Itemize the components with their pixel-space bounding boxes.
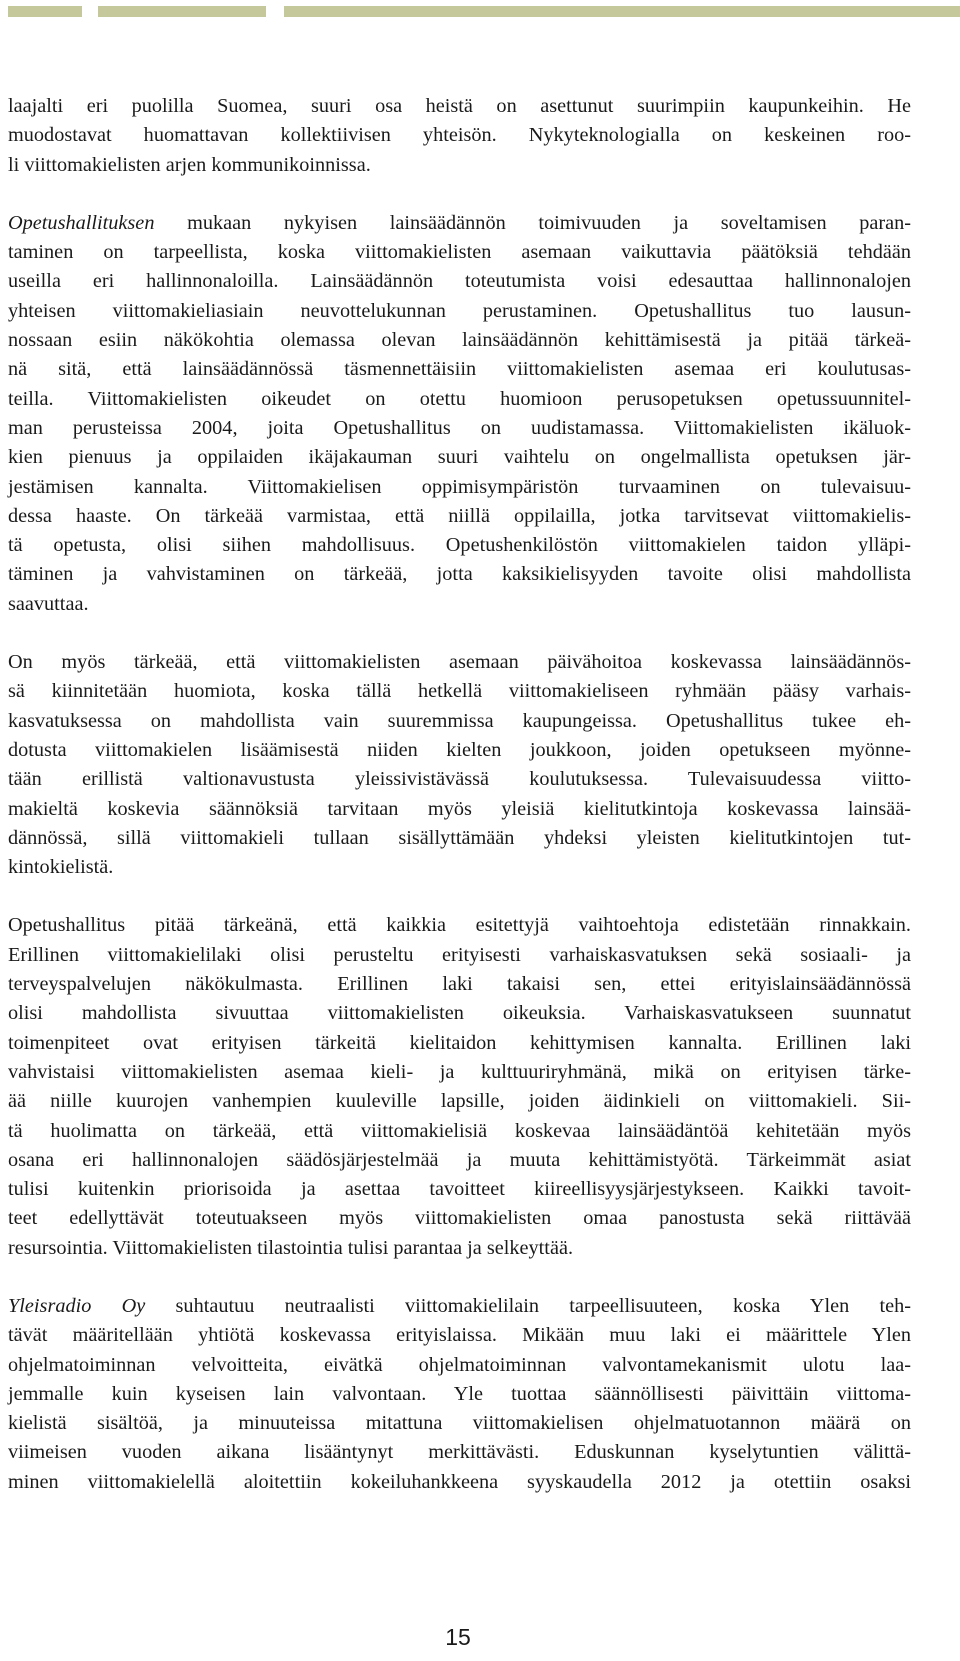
line-text: Erillinen viittomakielilaki olisi perusteltu erityisesti varhaiskasvatuksen sekä sosiaali- ja [8, 943, 911, 966]
text-line [8, 267, 911, 296]
text-line [8, 707, 911, 736]
text-line [8, 355, 911, 384]
text-line [8, 736, 911, 765]
line-text: teilla. Viittomakielisten oikeudet on otettu huomioon perusopetuksen opetussuunnitel- [8, 387, 911, 410]
line-text: mukaan nykyisen lainsäädännön toimivuuden ja soveltamisen paran- [154, 211, 911, 234]
line-text: minen viittomakielellä aloitettiin kokeiluhankkeena syyskaudella 2012 ja otettiin osaksi [8, 1470, 911, 1493]
text-line [8, 209, 911, 238]
line-text: tävät määritellään yhtiötä koskevassa erityislaissa. Mikään muu laki ei määrittele Ylen [8, 1324, 911, 1347]
paragraph [8, 1292, 911, 1497]
text-line [8, 911, 911, 940]
document-body [8, 92, 911, 1497]
line-text: osana eri hallinnonalojen säädösjärjestelmää ja muuta kehittämistyötä. Tärkeimmät asiat [8, 1148, 911, 1171]
line-text: kintokielistä. [8, 856, 114, 879]
text-line [8, 1029, 911, 1058]
text-line [8, 1380, 911, 1409]
line-text: viimeisen vuoden aikana lisääntynyt merkittävästi. Eduskunnan kyselytuntien välittä- [8, 1441, 911, 1464]
text-line [8, 1409, 911, 1438]
paragraph [8, 92, 911, 180]
line-text: nä sitä, että lainsäädännössä täsmennettäisiin viittomakielisten asemaa eri koulutusas- [8, 358, 911, 381]
text-line [8, 531, 911, 560]
text-line [8, 1468, 911, 1497]
line-text: ää niille kuurojen vanhempien kuuleville lapsille, joiden äidinkieli on viittomakieli. Sii- [8, 1090, 911, 1113]
text-line [8, 1058, 911, 1087]
line-text: kien pienuus ja oppilaiden ikäjakauman suuri vaihtelu on ongelmallista opetuksen jär- [8, 446, 911, 469]
text-line [8, 443, 911, 472]
header-decoration [0, 6, 960, 17]
line-text: täminen ja vahvistaminen on tärkeää, jotta kaksikielisyyden tavoite olisi mahdollista [8, 563, 911, 586]
line-text: yhteisen viittomakieliasiain neuvottelukunnan perustaminen. Opetushallitus tuo lausun- [8, 299, 911, 322]
line-text: terveyspalvelujen näkökulmasta. Erillinen laki takaisi sen, ettei erityislainsäädännössä [8, 973, 911, 996]
line-text: makieltä koskevia säännöksiä tarvitaan myös yleisiä kielitutkintoja koskevassa lainsää- [8, 797, 911, 820]
text-line [8, 1234, 911, 1263]
text-line [8, 941, 911, 970]
text-line [8, 385, 911, 414]
line-text: man perusteissa 2004, joita Opetushallitus on uudistamassa. Viittomakielisten ikäluok- [8, 416, 911, 439]
page-number: 15 [445, 1624, 471, 1650]
text-line [8, 1204, 911, 1233]
line-text: kielistä sisältöä, ja minuuteissa mitattuna viittomakielisen ohjelmatuotannon määrä on [8, 1412, 911, 1435]
text-line [8, 297, 911, 326]
line-text: muodostavat huomattavan kollektiivisen yhteisön. Nykyteknologialla on keskeinen roo- [8, 124, 911, 147]
text-line [8, 1146, 911, 1175]
text-line [8, 999, 911, 1028]
line-text: saavuttaa. [8, 592, 89, 615]
text-line [8, 824, 911, 853]
paragraph-gap [8, 882, 911, 911]
line-text: dessa haaste. On tärkeää varmistaa, että niillä oppilailla, jotka tarvitsevat viittomakielis- [8, 504, 911, 527]
line-text: jestämisen kannalta. Viittomakielisen oppimisympäristön turvaaminen on tulevaisuu- [8, 475, 911, 498]
text-line [8, 1175, 911, 1204]
line-text: vahvistaisi viittomakielisten asemaa kieli- ja kulttuuriryhmänä, mikä on erityisen tärke- [8, 1060, 911, 1083]
text-line [8, 121, 911, 150]
line-text: tulisi kuitenkin priorisoida ja asettaa tavoitteet kiireellisyysjärjestykseen. Kaikki tavoit- [8, 1178, 911, 1201]
line-text: Opetushallitus pitää tärkeänä, että kaikkia esitettyjä vaihtoehtoja edistetään rinnakkain. [8, 914, 911, 937]
line-text: ohjelmatoiminnan velvoitteita, eivätkä ohjelmatoiminnan valvontamekanismit ulotu laa- [8, 1353, 911, 1376]
line-text: toimenpiteet ovat erityisen tärkeitä kielitaidon kehittymisen kannalta. Erillinen laki [8, 1031, 911, 1054]
text-line [8, 151, 911, 180]
text-line [8, 1351, 911, 1380]
text-line [8, 1087, 911, 1116]
organization-name: Opetushallituksen [8, 211, 155, 234]
line-text: resursointia. Viittomakielisten tilastointia tulisi parantaa ja selkeyttää. [8, 1236, 574, 1259]
line-text: tä huolimatta on tärkeää, että viittomakielisiä koskevaa lainsäädäntöä kehitetään myös [8, 1119, 911, 1142]
paragraph-gap [8, 180, 911, 209]
line-text: jemmalle kuin kyseisen lain valvontaan. Yle tuottaa säännöllisesti päivittäin viittoma- [8, 1382, 911, 1405]
text-line [8, 326, 911, 355]
text-line [8, 473, 911, 502]
paragraph [8, 648, 911, 882]
line-text: sä kiinnitetään huomiota, koska tällä hetkellä viittomakieliseen ryhmään pääsy varhais- [8, 680, 911, 703]
text-line [8, 1321, 911, 1350]
paragraph-gap [8, 1263, 911, 1292]
text-line [8, 853, 911, 882]
text-line [8, 765, 911, 794]
text-line [8, 677, 911, 706]
line-text: tä opetusta, olisi siihen mahdollisuus. Opetushenkilöstön viittomakielen taidon ylläpi- [8, 534, 911, 557]
line-text: teet edellyttävät toteutuakseen myös viittomakielisten omaa panostusta sekä riittävää [8, 1207, 911, 1230]
text-line [8, 590, 911, 619]
line-text: nossaan esiin näkökohtia olemassa olevan lainsäädännön kehittämisestä ja pitää tärkeä- [8, 329, 911, 352]
line-text: dännössä, sillä viittomakieli tullaan sisällyttämään yhdeksi yleisten kielitutkintojen tut- [8, 826, 911, 849]
text-line [8, 560, 911, 589]
paragraph [8, 209, 911, 619]
line-text: kasvatuksessa on mahdollista vain suuremmissa kaupungeissa. Opetushallitus tukee eh- [8, 709, 911, 732]
line-text: useilla eri hallinnonaloilla. Lainsäädännön toteutumista voisi edesauttaa hallinnonalojen [8, 270, 911, 293]
paragraph-gap [8, 619, 911, 648]
organization-name: Yleisradio Oy [8, 1294, 146, 1317]
header-bar [8, 6, 82, 17]
paragraph [8, 911, 911, 1263]
text-line [8, 502, 911, 531]
text-line [8, 648, 911, 677]
text-line [8, 1117, 911, 1146]
text-line [8, 970, 911, 999]
line-text: olisi mahdollista sivuuttaa viittomakielisten oikeuksia. Varhaiskasvatukseen suunnatut [8, 1002, 911, 1025]
line-text: tään erillistä valtionavustusta yleissivistävässä koulutuksessa. Tulevaisuudessa viitto- [8, 768, 911, 791]
line-text: dotusta viittomakielen lisäämisestä niiden kielten joukkoon, joiden opetukseen myönne- [8, 738, 911, 761]
header-bar [98, 6, 266, 17]
header-bar [284, 6, 960, 17]
text-line [8, 238, 911, 267]
text-line [8, 795, 911, 824]
text-line [8, 414, 911, 443]
text-line [8, 1292, 911, 1321]
line-text: li viittomakielisten arjen kommunikoinnissa. [8, 153, 371, 176]
text-line [8, 92, 911, 121]
text-line [8, 1438, 911, 1467]
line-text: taminen on tarpeellista, koska viittomakielisten asemaan vaikuttavia päätöksiä tehdään [8, 241, 911, 264]
line-text: suhtautuu neutraalisti viittomakielilain tarpeellisuuteen, koska Ylen teh- [145, 1294, 911, 1317]
line-text: laajalti eri puolilla Suomea, suuri osa heistä on asettunut suurimpiin kaupunkeihin. He [8, 95, 911, 117]
line-text: On myös tärkeää, että viittomakielisten asemaan päivähoitoa koskevassa lainsäädännös- [8, 651, 911, 674]
